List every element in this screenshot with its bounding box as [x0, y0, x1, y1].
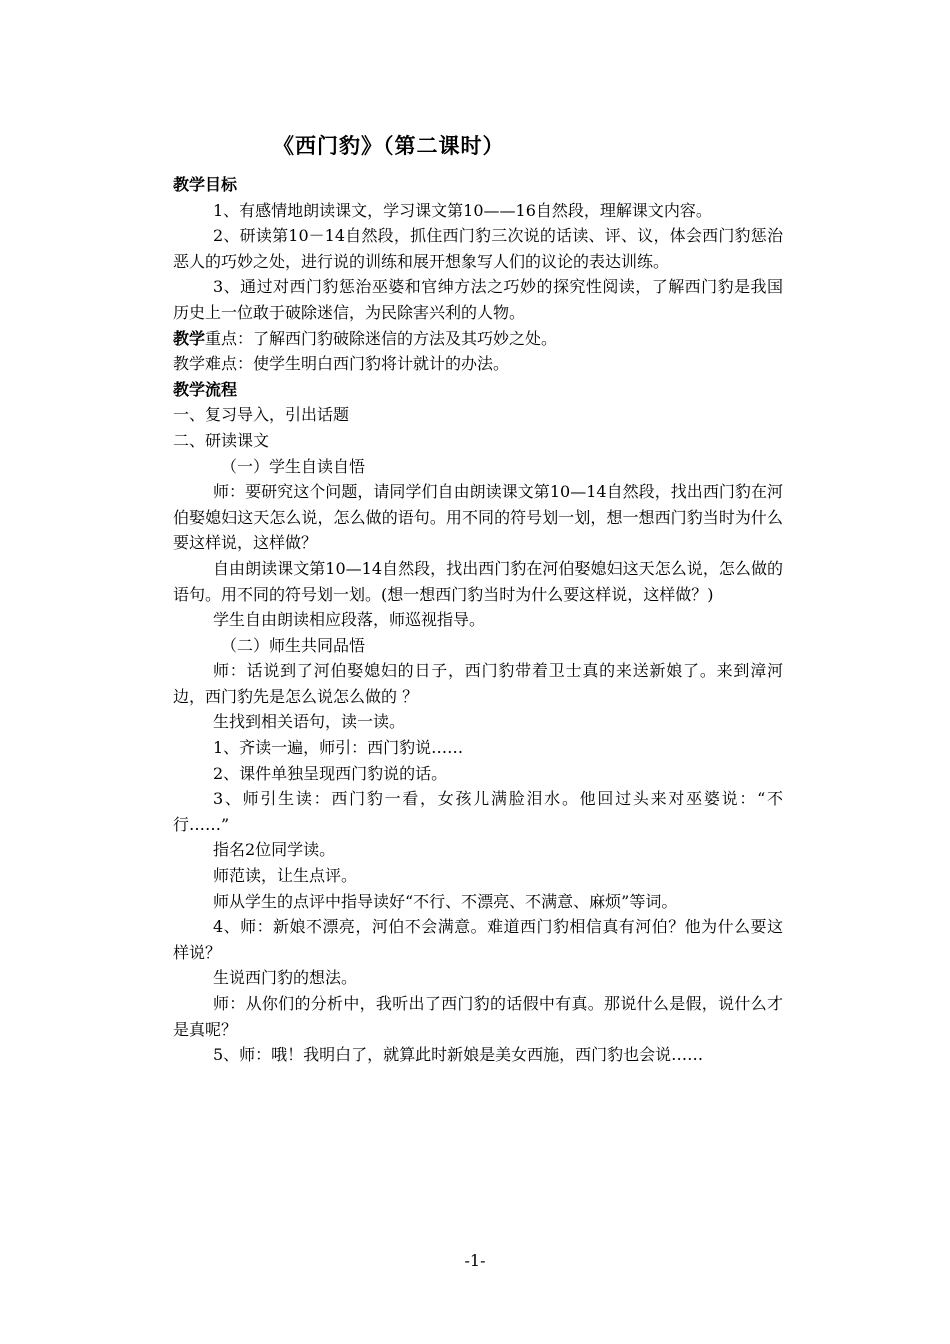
document-title: 《西门豹》（第二课时）: [273, 133, 505, 158]
key-point: [173, 326, 783, 352]
key-point-text: 重点：了解西门豹破除迷信的方法及其巧妙之处。: [205, 328, 558, 348]
part2-line-11: 师：从你们的分析中，我听出了西门豹的话假中有真。那说什么是假，说什么才是真呢？: [173, 994, 783, 1039]
part2-line-4: 2、课件单独呈现西门豹说的话。: [213, 763, 448, 783]
part2-line-8: 师从学生的点评中指导读好“不行、不漂亮、不满意、麻烦”等词。: [213, 891, 678, 911]
key-point-label: 教学: [173, 328, 206, 348]
process-step-1: 一、复习导入，引出话题: [173, 405, 350, 425]
part1-title: （一）学生自读自悟: [221, 456, 366, 476]
part1-task: 自由朗读课文第10—14自然段，找出西门豹在河伯娶媳妇这天怎么说，怎么做的语句。用不同的符号划一划。(想一想西门豹当时为什么要这样说，这样做？): [173, 558, 783, 604]
part2-line-5: 3、师引生读：西门豹一看，女孩儿满脸泪水。他回过头来对巫婆说：“不行……”: [173, 789, 783, 834]
process-heading: 教学流程: [173, 379, 238, 399]
part2-line-3: 1、齐读一遍，师引：西门豹说……: [213, 738, 464, 758]
part1-activity: 学生自由朗读相应段落，师巡视指导。: [213, 610, 486, 630]
part2-line-12: 5、师：哦！我明白了，就算此时新娘是美女西施，西门豹也会说……: [213, 1045, 704, 1065]
document-body: [173, 172, 783, 1068]
part1-teacher: 师：要研究这个问题，请同学们自由朗读课文第10—14自然段，找出西门豹在河伯娶媳妇这天怎么说，怎么做的语句。用不同的符号划一划，想一想西门豹当时为什么要这样说，这样做？: [173, 482, 783, 553]
process-step-2: 二、研读课文: [173, 430, 270, 450]
part2-line-1: 师：话说到了河伯娶媳妇的日子，西门豹带着卫士真的来送新娘了。来到漳河边，西门豹先是怎么说怎么做的 ？: [173, 661, 783, 706]
objectives-heading: 教学目标: [173, 175, 238, 194]
part2-line-2: 生找到相关语句，读一读。: [213, 712, 406, 732]
part2-line-9: 4、师：新娘不漂亮，河伯不会满意。难道西门豹相信真有河伯？他为什么要这样说？: [173, 917, 783, 962]
page-number: -1-: [464, 1251, 486, 1270]
part2-line-6: 指名2位同学读。: [213, 840, 336, 860]
difficulty: 教学难点：使学生明白西门豹将计就计的办法。: [173, 354, 510, 374]
objective-item-1: 1、有感情地朗读课文，学习课文第10——16自然段，理解课文内容。: [213, 200, 712, 220]
objective-item-3: 3、通过对西门豹惩治巫婆和官绅方法之巧妙的探究性阅读，了解西门豹是我国历史上一位敢于破除迷信，为民除害兴利的人物。: [173, 277, 783, 322]
part2-title: （二）师生共同品悟: [221, 635, 366, 655]
part2-line-10: 生说西门豹的想法。: [213, 968, 358, 988]
objective-item-2: 2、研读第10－14自然段，抓住西门豹三次说的话读、评、议，体会西门豹惩治恶人的巧妙之处，进行说的训练和展开想象写人们的议论的表达训练。: [173, 226, 783, 271]
part2-line-7: 师范读，让生点评。: [213, 866, 358, 886]
